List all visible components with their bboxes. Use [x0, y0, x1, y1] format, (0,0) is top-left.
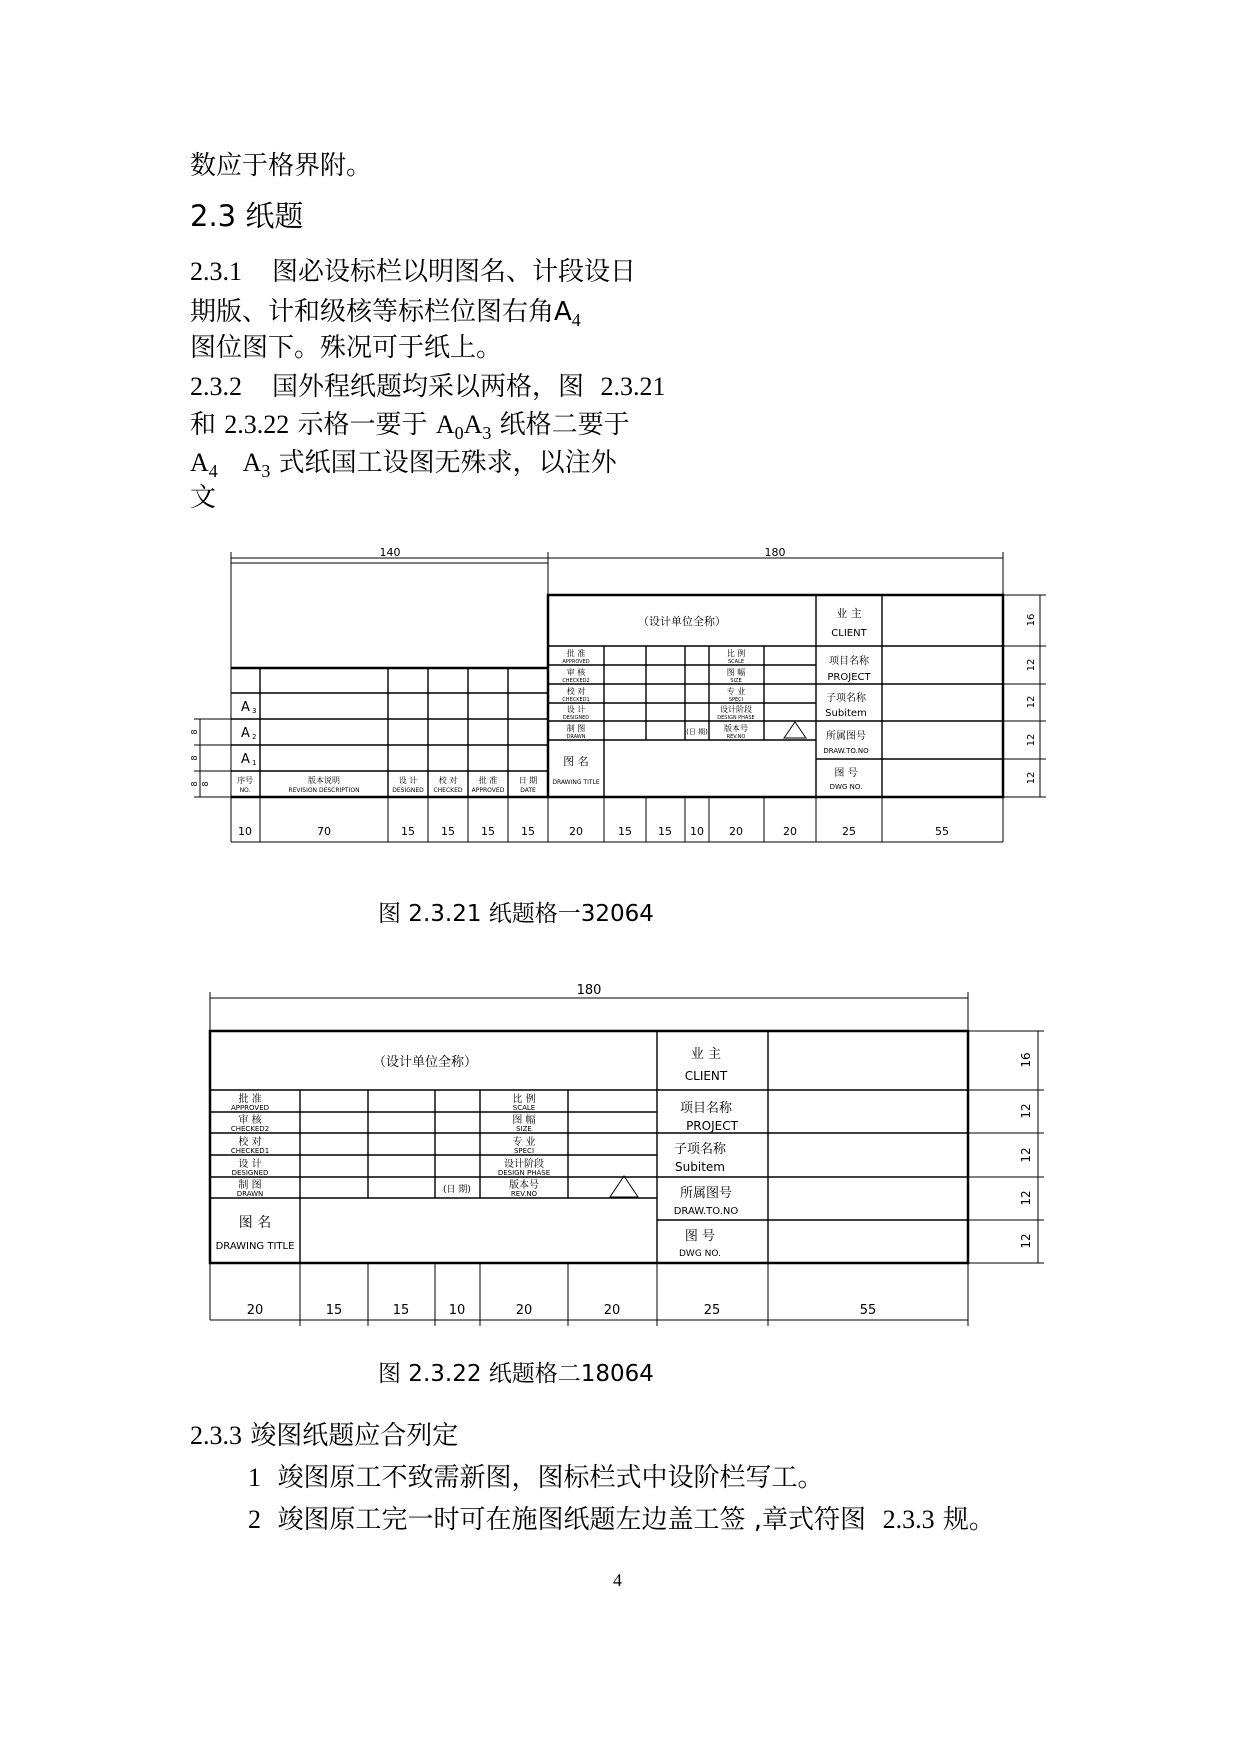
- paper-size: A: [190, 448, 209, 477]
- dim-label: 25: [703, 1303, 721, 1318]
- dim-label: 15: [325, 1303, 343, 1318]
- paragraph-2-3-3: [190, 1418, 458, 1454]
- subitem-en-label: Subitem: [675, 1160, 725, 1174]
- rev-desc-en: REVISION DESCRIPTION: [288, 787, 360, 794]
- client-cn-label: 业 主: [690, 1047, 722, 1062]
- approved-en-label: APPROVED: [562, 659, 590, 665]
- dim-label: 12: [1026, 771, 1037, 785]
- fig1-left-dims: [190, 729, 210, 786]
- phase-en-label: DESIGN PHASE: [717, 715, 755, 721]
- dim-label: 55: [859, 1303, 877, 1318]
- rev-checked-cn: 校 对: [438, 776, 458, 785]
- body-line: 数应于格界附。: [190, 151, 373, 181]
- project-cn-label: 项目名称: [829, 656, 869, 667]
- phase-en-label: DESIGN PHASE: [497, 1169, 551, 1177]
- dim-label: 20: [246, 1303, 264, 1318]
- figure-2-caption: 图 2.3.22 纸题格二18064: [378, 1361, 654, 1387]
- drawto-cn-label: 所属图号: [679, 1186, 733, 1201]
- section-heading: 2.3 纸题: [190, 199, 304, 233]
- drawing-title-cn-label: 图 名: [563, 755, 589, 768]
- size-en-label: SIZE: [730, 678, 742, 684]
- list-text: 竣图原工完一时可在施图纸题左边盖工签 ,章式符图: [277, 1505, 867, 1535]
- dim-label: 12: [1026, 695, 1037, 709]
- rev-date-cn: 日 期: [518, 776, 538, 785]
- clause-text: 示格一要于: [297, 410, 428, 440]
- paper-size: A: [242, 448, 262, 477]
- paragraph-2-3-1-line3: 图位图下。殊况可于纸上。: [190, 333, 503, 363]
- client-en-label: CLIENT: [684, 1069, 728, 1083]
- list-item-2: [248, 1502, 995, 1538]
- checked2-en-label: CHECKED2: [230, 1125, 270, 1133]
- rev-cn-label: 版本号: [724, 724, 748, 733]
- dim-label: 25: [842, 825, 856, 838]
- size-en-label: SIZE: [516, 1125, 532, 1133]
- subscript: 4: [571, 310, 581, 330]
- dim-label: 10: [448, 1303, 466, 1318]
- project-cn-label: 项目名称: [679, 1101, 733, 1116]
- checked1-en-label: CHECKED1: [562, 697, 590, 703]
- dim-label: 8: [190, 755, 199, 761]
- rev-en-label: REV.NO: [726, 734, 746, 740]
- clause-text: 期版、计和级核等标栏位图右角A: [190, 297, 572, 327]
- figure-ref: 2.3.22: [224, 410, 290, 439]
- list-number: 2: [248, 1505, 261, 1534]
- clause-number: 2.3.3: [190, 1421, 242, 1450]
- dim-label: 15: [392, 1303, 410, 1318]
- client-en-label: CLIENT: [831, 628, 867, 639]
- subitem-cn-label: 子项名称: [826, 693, 866, 704]
- approved-cn-label: 批 准: [238, 1094, 262, 1105]
- revision-mark: A: [241, 700, 250, 715]
- approved-en-label: APPROVED: [230, 1104, 270, 1112]
- dim-label: 20: [569, 825, 583, 838]
- dim-label: 15: [521, 825, 535, 838]
- dim-label: 10: [690, 825, 704, 838]
- drawing-title-en-label: DRAWING TITLE: [552, 779, 600, 786]
- rev-checked-en: CHECKED: [433, 787, 463, 794]
- rev-designed-cn: 设 计: [398, 776, 418, 785]
- checked2-en-label: CHECKED2: [562, 678, 590, 684]
- drawn-en-label: DRAWN: [236, 1190, 264, 1198]
- list-text: 竣图原工不致需新图，图标栏式中设阶栏写工。: [277, 1463, 824, 1493]
- designed-cn-label: 设 计: [238, 1159, 262, 1170]
- scale-cn-label: 比 例: [512, 1094, 536, 1105]
- dim-label: 15: [658, 825, 672, 838]
- revision-mark-sub: 1: [252, 759, 257, 767]
- dim-label: 70: [317, 825, 331, 838]
- clause-text: 式纸国工设图无殊求，以注外: [278, 448, 617, 478]
- revision-mark-sub: 2: [252, 733, 257, 741]
- rev-desc-cn: 版本说明: [308, 776, 340, 785]
- checked2-cn-label: 审 核: [566, 668, 586, 677]
- client-cn-label: 业 主: [836, 607, 862, 620]
- clause-text: 纸格二要于: [499, 410, 630, 440]
- dim-label: 8: [201, 781, 210, 787]
- clause-number: 2.3.1: [190, 257, 242, 286]
- date-label: (日 期): [686, 728, 708, 736]
- rev-designed-en: DESIGNED: [392, 787, 424, 794]
- design-unit-label: （设计单位全称）: [638, 615, 726, 628]
- dim-label: 15: [481, 825, 495, 838]
- paper-size: A: [435, 410, 455, 439]
- rev-en-label: REV.NO: [510, 1190, 538, 1198]
- figure-ref: 2.3.21: [600, 372, 666, 401]
- rev-no-en: NO.: [239, 787, 251, 794]
- rev-approved-cn: 批 准: [478, 776, 498, 785]
- rev-approved-en: APPROVED: [471, 787, 505, 794]
- dim-label: 15: [401, 825, 415, 838]
- checked1-cn-label: 校 对: [238, 1137, 262, 1148]
- drawn-cn-label: 制 图: [238, 1180, 262, 1191]
- clause-number: 2.3.2: [190, 372, 242, 401]
- designed-en-label: DESIGNED: [231, 1169, 269, 1177]
- approved-cn-label: 批 准: [566, 649, 586, 658]
- rev-no-cn: 序号: [237, 776, 253, 785]
- dim-label: 20: [603, 1303, 621, 1318]
- dim-label: 12: [1019, 1233, 1033, 1249]
- paper-size: A: [463, 410, 483, 439]
- subscript: 0: [454, 423, 464, 443]
- dim-label: 8: [190, 729, 199, 735]
- dim-label: 20: [515, 1303, 533, 1318]
- drawn-cn-label: 制 图: [566, 724, 586, 733]
- list-text: 规。: [942, 1505, 995, 1535]
- phase-cn-label: 设计阶段: [720, 705, 752, 714]
- dim-label: 20: [783, 825, 797, 838]
- figure-1-caption: 图 2.3.21 纸题格一32064: [378, 901, 654, 927]
- list-number: 1: [248, 1463, 261, 1492]
- scale-en-label: SCALE: [727, 659, 745, 665]
- checked1-cn-label: 校 对: [566, 687, 586, 696]
- clause-text: 和: [190, 410, 217, 440]
- fig1-bottom-dims: [238, 825, 949, 838]
- dim-label: 12: [1026, 658, 1037, 672]
- clause-text: 竣图纸题应合列定: [250, 1421, 459, 1451]
- revision-marks: [241, 700, 256, 767]
- checked1-en-label: CHECKED1: [230, 1147, 270, 1155]
- checked2-cn-label: 审 核: [238, 1115, 262, 1126]
- dim-label: 20: [729, 825, 743, 838]
- scale-en-label: SCALE: [512, 1104, 536, 1112]
- project-en-label: PROJECT: [686, 1119, 738, 1133]
- size-cn-label: 图 幅: [726, 668, 746, 677]
- date-label: (日 期): [443, 1185, 471, 1195]
- rev-cn-label: 版本号: [509, 1180, 539, 1191]
- speci-en-label: SPECI: [728, 697, 744, 703]
- page-number: 4: [613, 1570, 622, 1590]
- drawto-en-label: DRAW.TO.NO: [823, 747, 869, 755]
- drawing-title-en-label: DRAWING TITLE: [215, 1241, 295, 1252]
- dim-label: 12: [1019, 1147, 1033, 1163]
- fig2-bottom-dims: [247, 1303, 877, 1318]
- speci-cn-label: 专 业: [726, 687, 746, 696]
- list-item-1: [248, 1460, 824, 1496]
- dim-label: 12: [1019, 1190, 1033, 1206]
- dim-label: 15: [618, 825, 632, 838]
- rev-date-en: DATE: [520, 787, 536, 794]
- figure-ref: 2.3.3: [882, 1505, 935, 1534]
- designed-cn-label: 设 计: [566, 705, 586, 714]
- dim-label: 55: [935, 825, 949, 838]
- subscript: 3: [482, 423, 492, 443]
- project-en-label: PROJECT: [827, 672, 871, 683]
- subscript: 4: [208, 461, 218, 481]
- speci-en-label: SPECI: [513, 1147, 535, 1155]
- paragraph-2-3-2-line4: 文: [190, 483, 217, 513]
- drawing-title-cn-label: 图 名: [238, 1215, 272, 1231]
- design-unit-label: （设计单位全称）: [372, 1055, 478, 1070]
- dwg-cn-label: 图 号: [684, 1229, 716, 1244]
- clause-text: 国外程纸题均采以两格，图: [272, 372, 585, 402]
- dwg-cn-label: 图 号: [834, 768, 858, 779]
- designed-en-label: DESIGNED: [562, 715, 590, 721]
- clause-text: 图必设标栏以明图名、计段设日: [272, 257, 637, 287]
- drawto-cn-label: 所属图号: [826, 731, 866, 742]
- subscript: 3: [261, 461, 271, 481]
- dim-label: 180: [576, 983, 602, 998]
- scale-cn-label: 比 例: [726, 649, 746, 658]
- dim-label: 12: [1026, 733, 1037, 747]
- fig2-right-dims: [1019, 1052, 1033, 1248]
- subitem-cn-label: 子项名称: [673, 1142, 727, 1157]
- revision-mark: A: [241, 726, 250, 741]
- dim-label: 12: [1019, 1103, 1033, 1119]
- revision-mark-sub: 3: [252, 707, 257, 715]
- phase-cn-label: 设计阶段: [504, 1159, 544, 1170]
- dim-label: 8: [190, 781, 199, 787]
- speci-cn-label: 专 业: [512, 1137, 536, 1148]
- size-cn-label: 图 幅: [512, 1115, 536, 1126]
- drawto-en-label: DRAW.TO.NO: [673, 1206, 739, 1217]
- dwg-en-label: DWG NO.: [829, 783, 863, 791]
- subitem-en-label: Subitem: [825, 708, 867, 719]
- drawn-en-label: DRAWN: [566, 734, 586, 740]
- dim-label: 16: [1019, 1052, 1033, 1068]
- dim-label: 180: [764, 546, 786, 559]
- revision-mark: A: [241, 752, 250, 767]
- dwg-en-label: DWG NO.: [679, 1249, 721, 1259]
- dim-label: 15: [441, 825, 455, 838]
- fig1-right-dims: [1026, 614, 1037, 785]
- dim-label: 10: [238, 825, 252, 838]
- dim-label: 16: [1026, 613, 1037, 627]
- dim-label: 140: [379, 546, 401, 559]
